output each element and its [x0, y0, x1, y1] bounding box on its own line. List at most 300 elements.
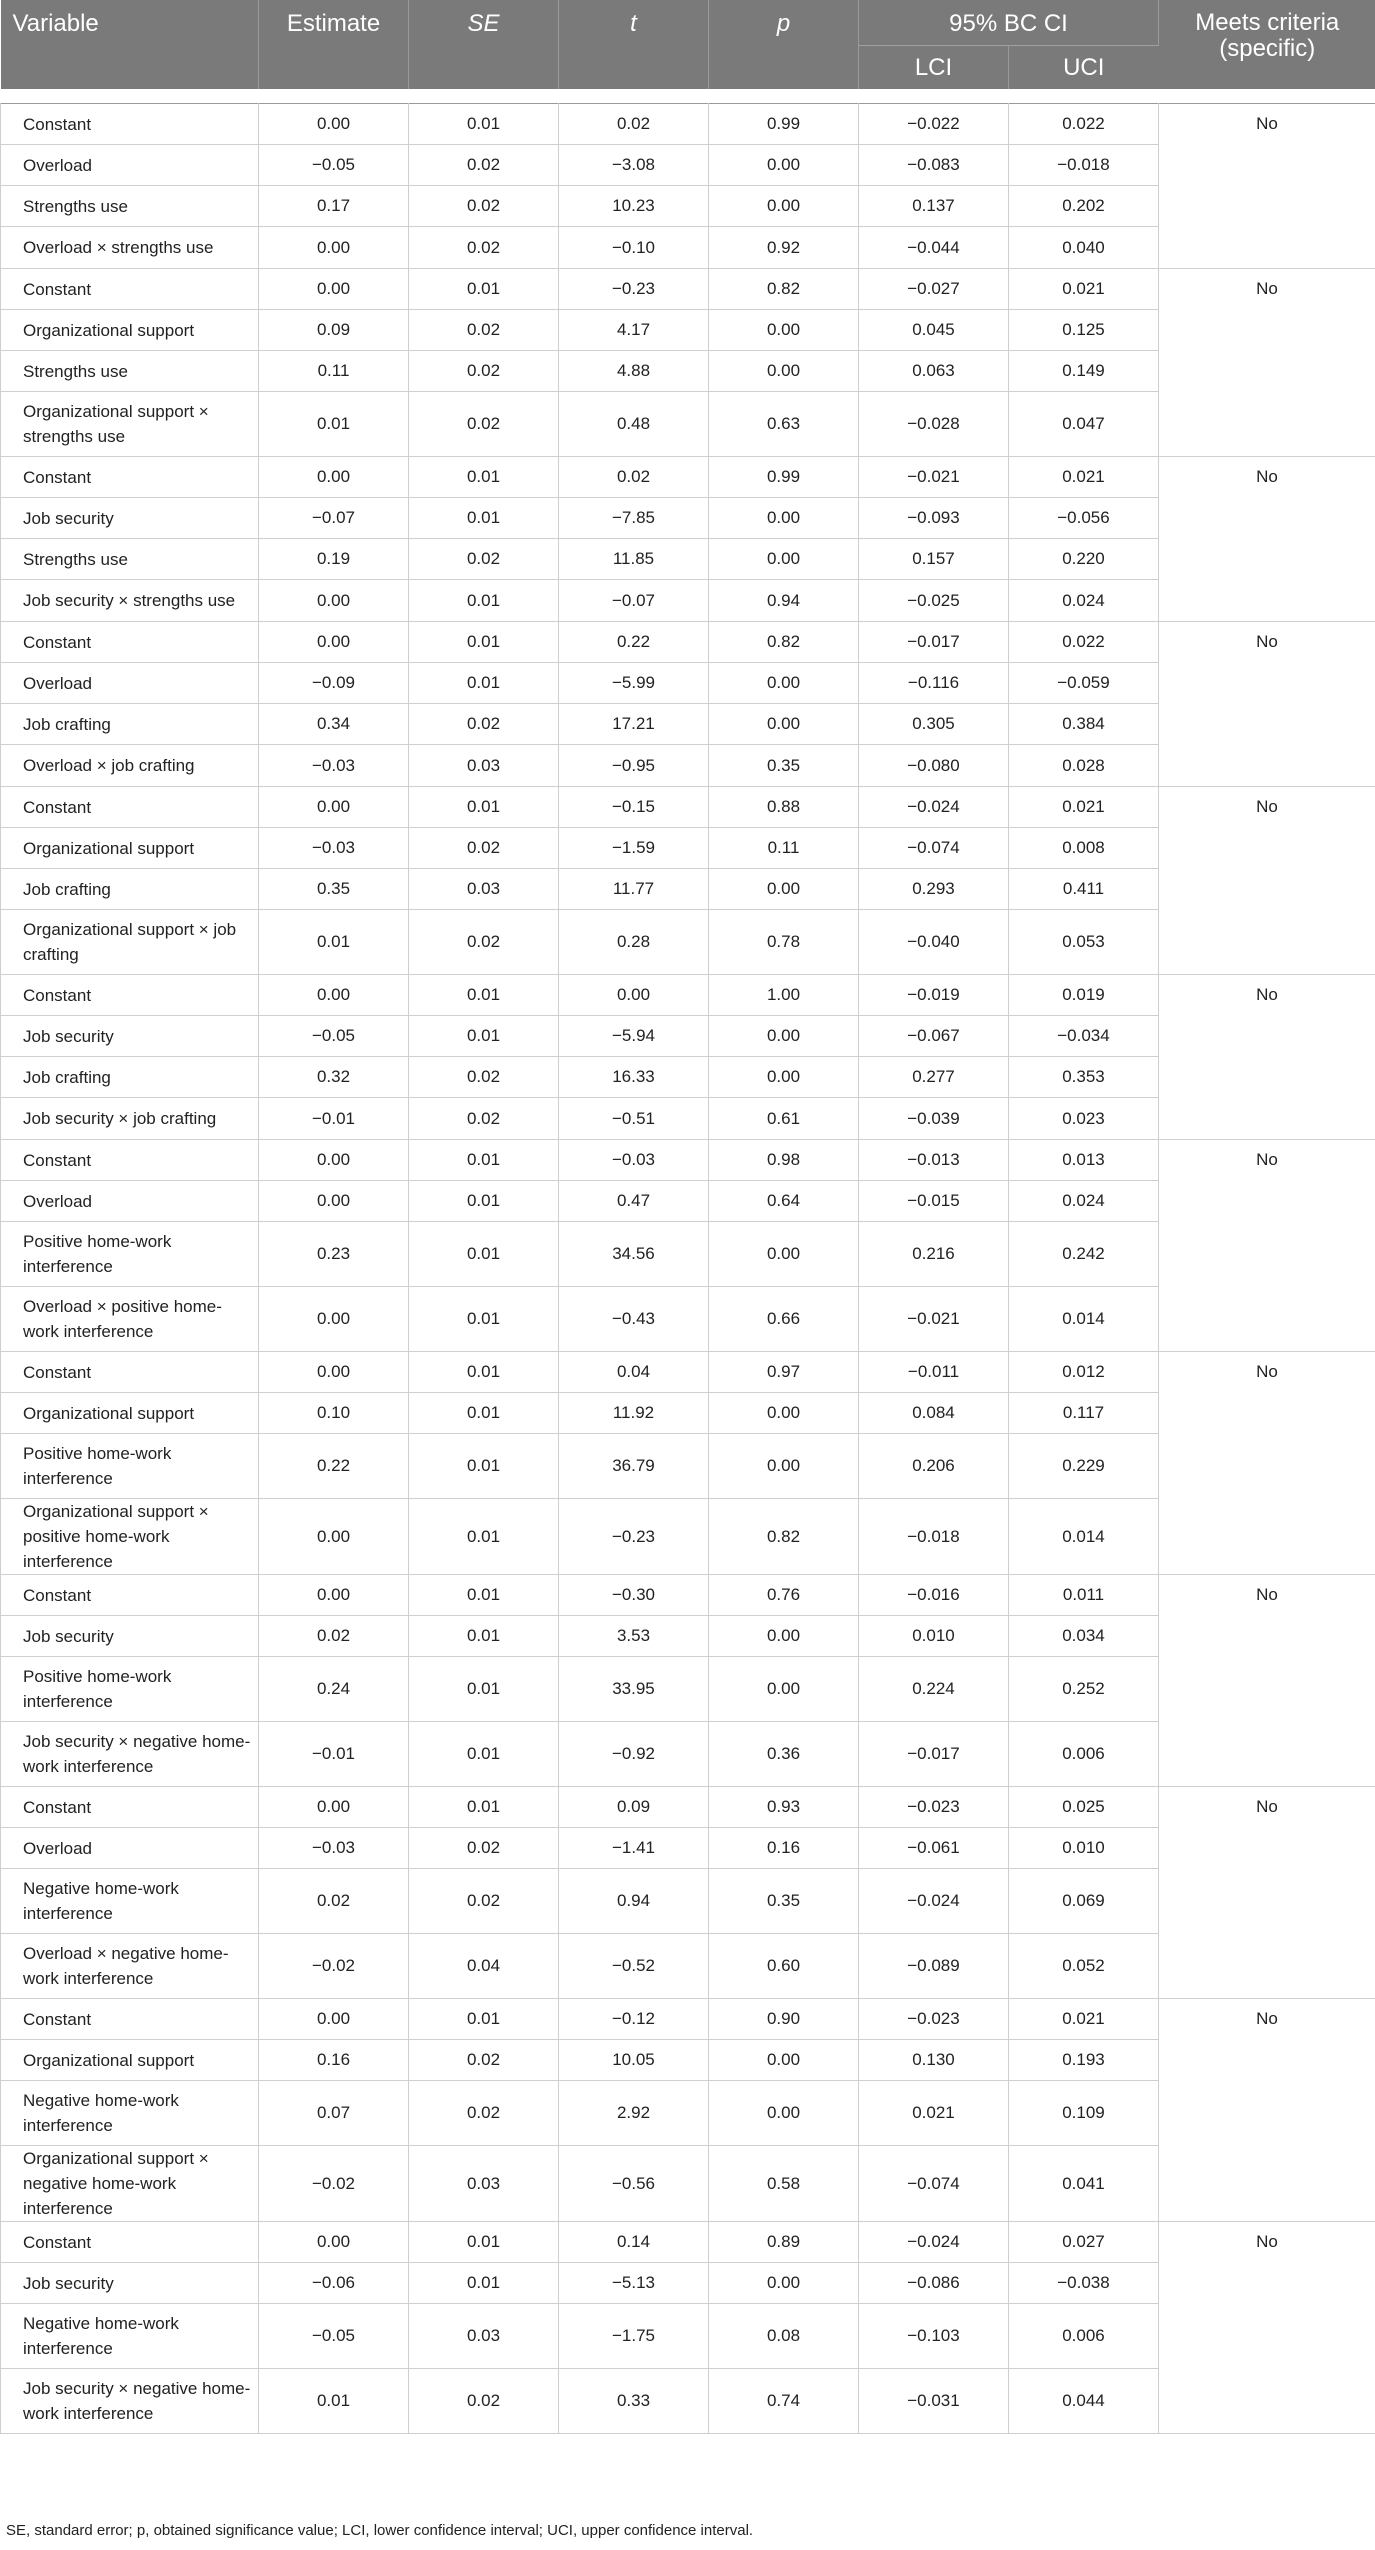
header-ci: 95% BC CI	[859, 0, 1159, 46]
cell-lci: −0.093	[859, 498, 1009, 539]
cell-lci: −0.024	[859, 787, 1009, 828]
cell-p: 0.00	[709, 1222, 859, 1287]
cell-uci: 0.006	[1009, 1722, 1159, 1787]
cell-lci: 0.137	[859, 186, 1009, 227]
cell-se: 0.02	[409, 227, 559, 269]
cell-se: 0.02	[409, 539, 559, 580]
cell-lci: −0.031	[859, 2369, 1009, 2434]
cell-estimate: −0.01	[259, 1098, 409, 1140]
cell-p: 0.90	[709, 1999, 859, 2040]
cell-uci: 0.006	[1009, 2304, 1159, 2369]
cell-variable: Negative home-work interference	[1, 1869, 259, 1934]
cell-estimate: 0.01	[259, 2369, 409, 2434]
table-row	[1, 622, 1375, 663]
cell-variable: Strengths use	[1, 351, 259, 392]
cell-uci: 0.202	[1009, 186, 1159, 227]
cell-uci: −0.034	[1009, 1016, 1159, 1057]
cell-p: 0.00	[709, 704, 859, 745]
cell-lci: −0.016	[859, 1575, 1009, 1616]
cell-uci: 0.010	[1009, 1828, 1159, 1869]
cell-p: 0.89	[709, 2222, 859, 2263]
cell-se: 0.02	[409, 1098, 559, 1140]
table-row	[1, 1140, 1375, 1181]
cell-p: 1.00	[709, 975, 859, 1016]
cell-estimate: −0.02	[259, 2146, 409, 2222]
cell-t: 4.88	[559, 351, 709, 392]
table-row	[1, 457, 1375, 498]
cell-estimate: 0.00	[259, 1999, 409, 2040]
cell-estimate: 0.24	[259, 1657, 409, 1722]
cell-se: 0.02	[409, 392, 559, 457]
cell-estimate: 0.00	[259, 1352, 409, 1393]
cell-t: −0.52	[559, 1934, 709, 1999]
cell-lci: −0.018	[859, 1499, 1009, 1575]
cell-p: 0.00	[709, 1434, 859, 1499]
cell-p: 0.78	[709, 910, 859, 975]
cell-lci: −0.023	[859, 1787, 1009, 1828]
cell-estimate: 0.00	[259, 975, 409, 1016]
header-variable: Variable	[1, 0, 259, 89]
cell-variable: Job security × job crafting	[1, 1098, 259, 1140]
cell-p: 0.00	[709, 351, 859, 392]
cell-uci: 0.053	[1009, 910, 1159, 975]
cell-estimate: 0.00	[259, 269, 409, 310]
cell-lci: −0.024	[859, 1869, 1009, 1934]
header-uci: UCI	[1009, 46, 1159, 90]
cell-uci: 0.021	[1009, 1999, 1159, 2040]
cell-lci: 0.157	[859, 539, 1009, 580]
cell-p: 0.92	[709, 227, 859, 269]
cell-lci: −0.116	[859, 663, 1009, 704]
cell-se: 0.01	[409, 1393, 559, 1434]
cell-p: 0.00	[709, 539, 859, 580]
cell-estimate: 0.00	[259, 1287, 409, 1352]
cell-variable: Constant	[1, 1352, 259, 1393]
cell-t: 3.53	[559, 1616, 709, 1657]
cell-variable: Job security	[1, 1016, 259, 1057]
cell-p: 0.98	[709, 1140, 859, 1181]
cell-variable: Overload × strengths use	[1, 227, 259, 269]
cell-se: 0.01	[409, 1181, 559, 1222]
cell-estimate: 0.00	[259, 457, 409, 498]
cell-se: 0.01	[409, 787, 559, 828]
cell-lci: −0.025	[859, 580, 1009, 622]
cell-estimate: −0.03	[259, 1828, 409, 1869]
cell-se: 0.02	[409, 910, 559, 975]
cell-estimate: 0.11	[259, 351, 409, 392]
cell-t: −0.07	[559, 580, 709, 622]
cell-t: −3.08	[559, 145, 709, 186]
cell-estimate: 0.17	[259, 186, 409, 227]
cell-variable: Constant	[1, 104, 259, 145]
cell-p: 0.16	[709, 1828, 859, 1869]
cell-variable: Positive home-work interference	[1, 1222, 259, 1287]
cell-variable: Organizational support	[1, 828, 259, 869]
cell-lci: −0.074	[859, 828, 1009, 869]
cell-t: −0.51	[559, 1098, 709, 1140]
cell-variable: Strengths use	[1, 539, 259, 580]
cell-t: −0.23	[559, 269, 709, 310]
cell-lci: −0.067	[859, 1016, 1009, 1057]
cell-estimate: 0.00	[259, 2222, 409, 2263]
cell-variable: Job security × negative home-work interference	[1, 1722, 259, 1787]
cell-se: 0.01	[409, 1016, 559, 1057]
cell-t: −7.85	[559, 498, 709, 539]
cell-estimate: −0.05	[259, 2304, 409, 2369]
cell-variable: Negative home-work interference	[1, 2081, 259, 2146]
cell-meets-criteria: No	[1159, 2222, 1375, 2434]
cell-se: 0.01	[409, 104, 559, 145]
cell-t: −0.95	[559, 745, 709, 787]
cell-variable: Overload	[1, 663, 259, 704]
cell-uci: 0.022	[1009, 622, 1159, 663]
cell-t: 0.47	[559, 1181, 709, 1222]
cell-lci: −0.013	[859, 1140, 1009, 1181]
cell-uci: 0.023	[1009, 1098, 1159, 1140]
cell-t: 0.09	[559, 1787, 709, 1828]
cell-lci: −0.023	[859, 1999, 1009, 2040]
cell-uci: 0.014	[1009, 1287, 1159, 1352]
cell-uci: 0.149	[1009, 351, 1159, 392]
cell-t: 34.56	[559, 1222, 709, 1287]
cell-meets-criteria: No	[1159, 269, 1375, 457]
cell-variable: Negative home-work interference	[1, 2304, 259, 2369]
cell-uci: 0.024	[1009, 1181, 1159, 1222]
cell-uci: 0.117	[1009, 1393, 1159, 1434]
cell-se: 0.01	[409, 498, 559, 539]
table-row	[1, 2222, 1375, 2263]
cell-estimate: 0.00	[259, 1787, 409, 1828]
cell-uci: 0.069	[1009, 1869, 1159, 1934]
cell-estimate: 0.16	[259, 2040, 409, 2081]
header-meets-criteria: Meets criteria (specific)	[1159, 0, 1375, 89]
cell-uci: 0.411	[1009, 869, 1159, 910]
cell-t: 0.94	[559, 1869, 709, 1934]
cell-estimate: 0.00	[259, 1575, 409, 1616]
cell-p: 0.99	[709, 104, 859, 145]
cell-estimate: 0.35	[259, 869, 409, 910]
cell-estimate: −0.05	[259, 145, 409, 186]
cell-se: 0.02	[409, 1869, 559, 1934]
cell-p: 0.00	[709, 1657, 859, 1722]
cell-uci: 0.125	[1009, 310, 1159, 351]
header-t: t	[559, 0, 709, 89]
cell-t: 11.85	[559, 539, 709, 580]
cell-t: −5.99	[559, 663, 709, 704]
cell-p: 0.00	[709, 2263, 859, 2304]
cell-p: 0.11	[709, 828, 859, 869]
cell-lci: 0.063	[859, 351, 1009, 392]
cell-se: 0.01	[409, 1222, 559, 1287]
cell-se: 0.02	[409, 828, 559, 869]
cell-uci: 0.028	[1009, 745, 1159, 787]
cell-uci: 0.022	[1009, 104, 1159, 145]
cell-p: 0.00	[709, 498, 859, 539]
cell-t: 16.33	[559, 1057, 709, 1098]
cell-uci: 0.034	[1009, 1616, 1159, 1657]
cell-variable: Constant	[1, 1999, 259, 2040]
cell-variable: Constant	[1, 1140, 259, 1181]
cell-t: −5.94	[559, 1016, 709, 1057]
cell-lci: −0.040	[859, 910, 1009, 975]
cell-meets-criteria: No	[1159, 787, 1375, 975]
cell-p: 0.00	[709, 1393, 859, 1434]
cell-se: 0.01	[409, 2222, 559, 2263]
cell-uci: 0.019	[1009, 975, 1159, 1016]
cell-p: 0.82	[709, 269, 859, 310]
header-se: SE	[409, 0, 559, 89]
cell-t: −0.56	[559, 2146, 709, 2222]
cell-estimate: 0.00	[259, 104, 409, 145]
cell-estimate: 0.32	[259, 1057, 409, 1098]
cell-estimate: 0.01	[259, 910, 409, 975]
cell-variable: Job security	[1, 1616, 259, 1657]
cell-estimate: 0.09	[259, 310, 409, 351]
cell-variable: Overload	[1, 1181, 259, 1222]
cell-se: 0.01	[409, 1657, 559, 1722]
cell-lci: 0.277	[859, 1057, 1009, 1098]
cell-estimate: −0.06	[259, 2263, 409, 2304]
cell-variable: Strengths use	[1, 186, 259, 227]
cell-estimate: −0.05	[259, 1016, 409, 1057]
cell-variable: Constant	[1, 975, 259, 1016]
cell-p: 0.00	[709, 2040, 859, 2081]
cell-lci: −0.074	[859, 2146, 1009, 2222]
cell-t: 0.28	[559, 910, 709, 975]
cell-lci: −0.019	[859, 975, 1009, 1016]
cell-p: 0.61	[709, 1098, 859, 1140]
cell-variable: Organizational support	[1, 310, 259, 351]
table-row	[1, 1787, 1375, 1828]
cell-p: 0.94	[709, 580, 859, 622]
cell-estimate: −0.02	[259, 1934, 409, 1999]
cell-variable: Organizational support × job crafting	[1, 910, 259, 975]
cell-t: −0.43	[559, 1287, 709, 1352]
cell-se: 0.01	[409, 1575, 559, 1616]
cell-t: −1.75	[559, 2304, 709, 2369]
cell-t: −0.30	[559, 1575, 709, 1616]
cell-se: 0.01	[409, 1722, 559, 1787]
cell-lci: −0.086	[859, 2263, 1009, 2304]
cell-p: 0.00	[709, 869, 859, 910]
cell-se: 0.02	[409, 2369, 559, 2434]
cell-uci: 0.013	[1009, 1140, 1159, 1181]
cell-lci: −0.103	[859, 2304, 1009, 2369]
cell-uci: 0.024	[1009, 580, 1159, 622]
cell-t: 17.21	[559, 704, 709, 745]
cell-t: 0.33	[559, 2369, 709, 2434]
cell-estimate: −0.03	[259, 745, 409, 787]
cell-t: −0.92	[559, 1722, 709, 1787]
table-header	[1, 0, 1375, 104]
cell-se: 0.01	[409, 622, 559, 663]
cell-variable: Job security × strengths use	[1, 580, 259, 622]
cell-variable: Organizational support × positive home-work interference	[1, 1499, 259, 1575]
cell-lci: 0.305	[859, 704, 1009, 745]
cell-t: −0.15	[559, 787, 709, 828]
cell-p: 0.66	[709, 1287, 859, 1352]
cell-lci: 0.045	[859, 310, 1009, 351]
cell-estimate: 0.07	[259, 2081, 409, 2146]
cell-t: 0.02	[559, 457, 709, 498]
cell-se: 0.01	[409, 1352, 559, 1393]
cell-uci: 0.014	[1009, 1499, 1159, 1575]
header-lci: LCI	[859, 46, 1009, 90]
cell-meets-criteria: No	[1159, 1352, 1375, 1575]
cell-variable: Overload × negative home-work interference	[1, 1934, 259, 1999]
cell-se: 0.03	[409, 745, 559, 787]
cell-uci: 0.353	[1009, 1057, 1159, 1098]
table-row	[1, 1575, 1375, 1616]
cell-p: 0.00	[709, 310, 859, 351]
cell-se: 0.02	[409, 186, 559, 227]
cell-se: 0.01	[409, 1434, 559, 1499]
cell-se: 0.02	[409, 1828, 559, 1869]
cell-estimate: 0.00	[259, 227, 409, 269]
table-footnote: SE, standard error; p, obtained significance value; LCI, lower confidence interval; UCI, upper confidence interval.	[6, 2522, 754, 2539]
cell-lci: −0.015	[859, 1181, 1009, 1222]
cell-uci: 0.021	[1009, 269, 1159, 310]
cell-variable: Constant	[1, 622, 259, 663]
cell-se: 0.01	[409, 1787, 559, 1828]
cell-t: −1.59	[559, 828, 709, 869]
cell-lci: 0.021	[859, 2081, 1009, 2146]
cell-variable: Constant	[1, 1575, 259, 1616]
cell-variable: Constant	[1, 787, 259, 828]
cell-estimate: 0.02	[259, 1869, 409, 1934]
cell-variable: Constant	[1, 269, 259, 310]
cell-meets-criteria: No	[1159, 104, 1375, 269]
cell-se: 0.03	[409, 869, 559, 910]
cell-meets-criteria: No	[1159, 1575, 1375, 1787]
cell-estimate: 0.02	[259, 1616, 409, 1657]
cell-estimate: 0.00	[259, 580, 409, 622]
cell-se: 0.02	[409, 351, 559, 392]
cell-estimate: 0.00	[259, 787, 409, 828]
cell-estimate: −0.03	[259, 828, 409, 869]
cell-se: 0.04	[409, 1934, 559, 1999]
cell-variable: Overload	[1, 145, 259, 186]
table-row	[1, 787, 1375, 828]
cell-lci: 0.216	[859, 1222, 1009, 1287]
cell-variable: Job crafting	[1, 1057, 259, 1098]
cell-variable: Job security × negative home-work interference	[1, 2369, 259, 2434]
cell-lci: −0.017	[859, 622, 1009, 663]
cell-t: 0.14	[559, 2222, 709, 2263]
table-row	[1, 975, 1375, 1016]
cell-lci: −0.011	[859, 1352, 1009, 1393]
cell-lci: −0.044	[859, 227, 1009, 269]
cell-lci: −0.028	[859, 392, 1009, 457]
table-row	[1, 1352, 1375, 1393]
cell-se: 0.01	[409, 1499, 559, 1575]
cell-se: 0.03	[409, 2304, 559, 2369]
cell-se: 0.02	[409, 2040, 559, 2081]
cell-uci: 0.242	[1009, 1222, 1159, 1287]
cell-meets-criteria: No	[1159, 1999, 1375, 2222]
header-estimate: Estimate	[259, 0, 409, 89]
table-row	[1, 104, 1375, 145]
cell-variable: Job crafting	[1, 704, 259, 745]
cell-p: 0.93	[709, 1787, 859, 1828]
cell-variable: Positive home-work interference	[1, 1657, 259, 1722]
cell-uci: −0.018	[1009, 145, 1159, 186]
cell-estimate: 0.00	[259, 622, 409, 663]
cell-variable: Constant	[1, 2222, 259, 2263]
cell-p: 0.36	[709, 1722, 859, 1787]
cell-variable: Positive home-work interference	[1, 1434, 259, 1499]
cell-estimate: 0.19	[259, 539, 409, 580]
cell-variable: Organizational support	[1, 2040, 259, 2081]
cell-uci: 0.041	[1009, 2146, 1159, 2222]
cell-estimate: −0.09	[259, 663, 409, 704]
cell-se: 0.03	[409, 2146, 559, 2222]
cell-uci: 0.012	[1009, 1352, 1159, 1393]
cell-lci: −0.039	[859, 1098, 1009, 1140]
cell-variable: Job crafting	[1, 869, 259, 910]
cell-se: 0.01	[409, 580, 559, 622]
cell-se: 0.01	[409, 663, 559, 704]
cell-p: 0.64	[709, 1181, 859, 1222]
cell-variable: Organizational support × negative home-work interference	[1, 2146, 259, 2222]
header-p: p	[709, 0, 859, 89]
cell-estimate: −0.01	[259, 1722, 409, 1787]
cell-lci: −0.022	[859, 104, 1009, 145]
cell-t: 33.95	[559, 1657, 709, 1722]
cell-variable: Job security	[1, 2263, 259, 2304]
cell-uci: 0.021	[1009, 457, 1159, 498]
cell-p: 0.00	[709, 1057, 859, 1098]
cell-p: 0.74	[709, 2369, 859, 2434]
cell-uci: 0.011	[1009, 1575, 1159, 1616]
cell-variable: Overload × job crafting	[1, 745, 259, 787]
cell-p: 0.00	[709, 145, 859, 186]
cell-t: 11.77	[559, 869, 709, 910]
cell-p: 0.08	[709, 2304, 859, 2369]
cell-uci: 0.047	[1009, 392, 1159, 457]
cell-se: 0.01	[409, 269, 559, 310]
cell-t: 36.79	[559, 1434, 709, 1499]
cell-t: −0.12	[559, 1999, 709, 2040]
cell-estimate: 0.01	[259, 392, 409, 457]
cell-se: 0.01	[409, 1999, 559, 2040]
cell-estimate: 0.00	[259, 1181, 409, 1222]
cell-estimate: 0.00	[259, 1499, 409, 1575]
cell-estimate: −0.07	[259, 498, 409, 539]
cell-uci: −0.059	[1009, 663, 1159, 704]
cell-lci: 0.206	[859, 1434, 1009, 1499]
cell-lci: −0.083	[859, 145, 1009, 186]
cell-t: 10.05	[559, 2040, 709, 2081]
cell-t: 0.04	[559, 1352, 709, 1393]
cell-t: −0.10	[559, 227, 709, 269]
cell-meets-criteria: No	[1159, 1140, 1375, 1352]
cell-uci: 0.044	[1009, 2369, 1159, 2434]
cell-p: 0.58	[709, 2146, 859, 2222]
cell-variable: Constant	[1, 1787, 259, 1828]
cell-uci: 0.220	[1009, 539, 1159, 580]
cell-p: 0.60	[709, 1934, 859, 1999]
cell-lci: −0.080	[859, 745, 1009, 787]
cell-t: 4.17	[559, 310, 709, 351]
cell-t: 2.92	[559, 2081, 709, 2146]
cell-p: 0.00	[709, 1616, 859, 1657]
cell-se: 0.01	[409, 975, 559, 1016]
cell-se: 0.01	[409, 457, 559, 498]
cell-estimate: 0.22	[259, 1434, 409, 1499]
cell-p: 0.00	[709, 186, 859, 227]
cell-lci: 0.010	[859, 1616, 1009, 1657]
